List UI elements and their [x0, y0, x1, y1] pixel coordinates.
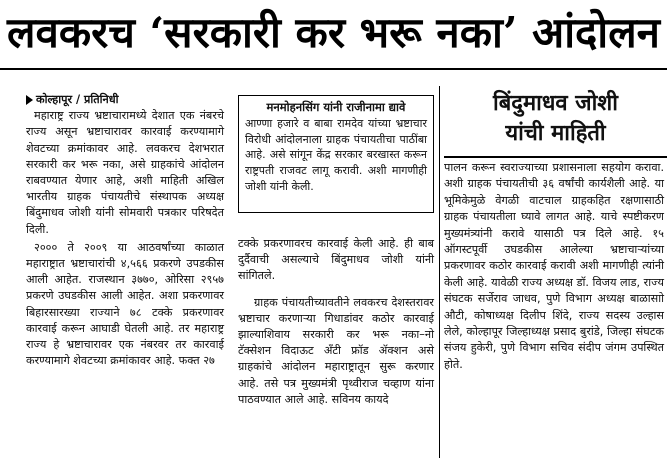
dateline: कोल्हापूर / प्रतिनिधी — [36, 93, 119, 106]
side-paragraph: पालन करून स्वराज्याच्या प्रशासनाला सहयोग करावा. अशी ग्राहक पंचायतीची ३६ वर्षांची कार्यशैली आहे. या भूमिकेमुळे वेगळी वाटचाल ग्राहकहित रक्षणासाठी ग्राहक पंचायतीला घ्यावे लागत आहे. याचे स्पष्टीकरण मुख्यमंत्र्यांनी करावे यासाठी पत्र दिले आहे. १५ ऑगस्टपूर्वी उघडकीस आलेल्या भ्रष्टाचाऱ्यांच्या प्रकरणावर कठोर कारवाई करावी अशी मागणीही त्यांनी केली आहे. यावेळी राज्य अध्यक्ष डॉ. विजय लाड, राज्य संघटक सर्जेराव जाधव, पुणे विभाग अध्यक्ष बाळासाो औटी, कोषाध्यक्ष दिलीप शिंदे, राज्य सदस्य उल्हास लेले, कोल्हापूर जिल्हाध्यक्ष प्रसाद बुरांडे, जिल्हा संघटक संजय हुकेरी, पुणे विभाग सचिव संदीप जंगम उपस्थित होते. — [444, 161, 664, 371]
side-heading-rule — [444, 156, 667, 158]
inset-box-title: मनमोहनसिंग यांनी राजीनामा द्यावे — [266, 100, 406, 114]
article-paragraph-2: २००० ते २००९ या आठवर्षांच्या काळात महाराष्ट्रात भ्रष्टाचारांची ४,५६६ प्रकरणे उपडकीस आली आहेत. राजस्थान ३७७०, ओरिसा २९५७ प्रकरणे उघडकीस आली आहेत. अशा प्रकरणावर बिहारसारख्या राज्याने ७८ टक्के प्रकरणावर कारवाई करून आघाडी घेतली आहे. तर महाराष्ट्र राज्य हे भ्रष्टाचारावर एक नंबरवर तर कारवाई करण्यामागे शेवटच्या क्रमांकावर आहे. फक्त २७ — [26, 240, 224, 368]
headline-rule — [0, 68, 667, 70]
inset-box-text: आण्णा हजारे व बाबा रामदेव यांच्या भ्रष्टाचार विरोधी आंदोलनाला ग्राहक पंचायतीचा पाठींबा आहे. असे सांगून केंद्र सरकार बरखास्त करून राष्ट्रपती राजवट लागू करावी. अशी मागणीही जोशी यांनी केली. — [245, 116, 427, 193]
bullet-icon — [26, 95, 33, 105]
side-heading-line-1: बिंदुमाधव जोशी — [493, 90, 618, 116]
side-heading — [444, 88, 667, 148]
side-heading-line-2: यांची माहिती — [505, 120, 606, 146]
column-divider — [439, 86, 440, 458]
article-paragraph-4: ग्राहक पंचायतीच्यावतीने लवकरच देशस्तरावर भ्रष्टाचार करणाऱ्या गिधाडांवर कठोर कारवाई झाल्याशिवाय सरकारी कर भरू नका–नो टॅक्सेशन विदाऊट ॲंटी फ्रॉड ॲक्शन असे ग्राहकांचे आंदोलन महाराष्ट्रातून सुरू करणार आहे. तसे पत्र मुख्यमंत्री पृथ्वीराज चव्हाण यांना पाठवण्यात आले आहे. सविनय कायदे — [238, 295, 434, 406]
headline: लवकरच ‘सरकारी कर भरू नका’ आंदोलन — [7, 8, 660, 57]
article-column-2 — [238, 236, 434, 408]
article-paragraph-3: टक्के प्रकरणावरच कारवाई केली आहे. ही बाब दुर्दैवाची असल्याचे बिंदुमाधव जोशी यांनी सांगितले. — [238, 237, 434, 283]
article-paragraph-1: महाराष्ट्र राज्य भ्रष्टाचारामध्ये देशात एक नंबरचे राज्य असून भ्रष्टाचारावर कारवाई करण्यामागे शेवटच्या क्रमांकावर आहे. लवकरच देशभरात सरकारी कर भरू नका, असे ग्राहकांचे आंदोलन राबवण्यात येणार आहे, अशी माहिती अखिल भारतीय ग्राहक पंचायतीचे संस्थापक अध्यक्ष बिंदुमाधव जोशी यांनी सोमवारी पत्रकार परिषदेत दिली. — [26, 109, 224, 236]
article-column-1 — [26, 92, 224, 369]
side-column — [444, 160, 664, 373]
dateline-line — [26, 92, 224, 108]
inset-box — [238, 95, 434, 213]
